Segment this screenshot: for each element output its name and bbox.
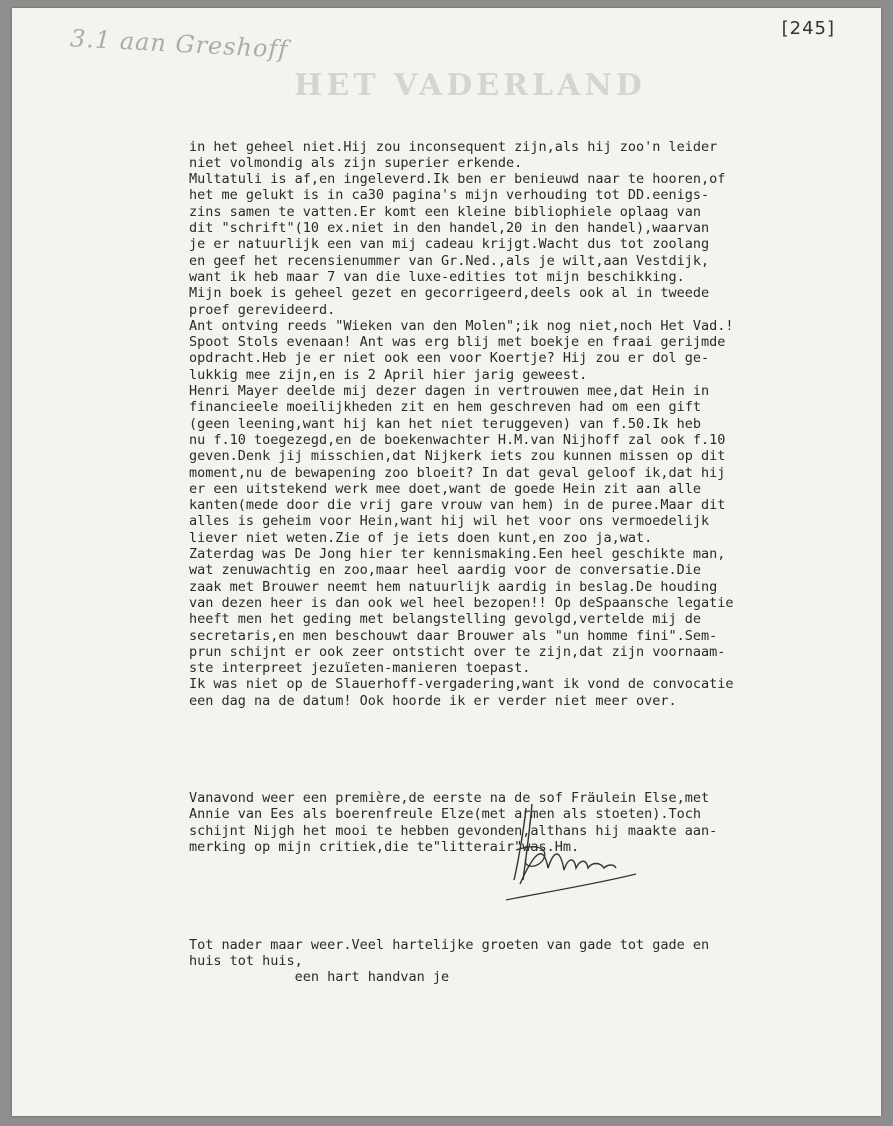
- text-line: dit "schrift"(10 ex.niet in den handel,20 in den handel),waarvan: [189, 220, 710, 237]
- text-line: merking op mijn critiek,die te"litterair"was.Hm.: [189, 839, 580, 856]
- text-line: Mijn boek is geheel gezet en gecorrigeerd,deels ook al in tweede: [189, 285, 710, 302]
- text-line: je er natuurlijk een van mij cadeau krijgt.Wacht dus tot zoolang: [189, 236, 710, 253]
- paragraph-gap: [189, 742, 734, 758]
- text-line: Henri Mayer deelde mij dezer dagen in vertrouwen mee,dat Hein in: [189, 383, 710, 400]
- text-line: want ik heb maar 7 van die luxe-edities tot mijn beschikking.: [189, 268, 685, 285]
- text-line: wat zenuwachtig en zoo,maar heel aardig voor de conversatie.Die: [189, 562, 702, 579]
- text-line: (geen leening,want hij kan het niet teruggeven) van f.50.Ik heb: [189, 415, 702, 432]
- text-line: een dag na de datum! Ook hoorde ik er verder niet meer over.: [189, 692, 677, 709]
- letter-page: [12, 8, 881, 1116]
- text-line: en geef het recensienummer van Gr.Ned.,als je wilt,aan Vestdijk,: [189, 252, 710, 269]
- text-line: Spoot Stols evenaan! Ant was erg blij met boekje en fraai gerijmde: [189, 334, 726, 351]
- letterhead-show-through: HET VADERLAND: [294, 68, 646, 103]
- text-line: lukkig mee zijn,en is 2 April hier jarig geweest.: [189, 366, 588, 383]
- text-line: liever niet weten.Zie of je iets doen kunt,en zoo ja,wat.: [189, 529, 653, 546]
- text-line: van dezen heer is dan ook wel heel bezopen!! Op deSpaansche legatie: [189, 594, 734, 611]
- text-line: in het geheel niet.Hij zou inconsequent zijn,als hij zoo'n leider: [189, 138, 718, 155]
- text-line: een hart handvan je: [189, 969, 450, 986]
- text-line: Ik was niet op de Slauerhoff-vergadering,want ik vond de convocatie: [189, 676, 734, 693]
- paragraph-closing: [189, 937, 734, 986]
- text-line: prun schijnt er ook zeer ontsticht over te zijn,dat zijn voornaam-: [189, 643, 726, 660]
- text-line: kanten(mede door die vrij gare vrouw van hem) in de puree.Maar dit: [189, 497, 726, 514]
- text-line: Tot nader maar weer.Veel hartelijke groeten van gade tot gade en: [189, 936, 710, 953]
- text-line: huis tot huis,: [189, 952, 303, 969]
- text-line: opdracht.Heb je er niet ook een voor Koertje? Hij zou er dol ge-: [189, 350, 710, 367]
- text-line: Annie van Ees als boerenfreule Elze(met armen als stoeten).Toch: [189, 806, 702, 823]
- text-line: niet volmondig als zijn superier erkende.: [189, 154, 523, 171]
- paragraph-premiere: [189, 790, 734, 855]
- paragraph-main: [189, 139, 734, 709]
- text-line: schijnt Nijgh het mooi te hebben gevonden,althans hij maakte aan-: [189, 822, 718, 839]
- archive-page-number: [245]: [781, 18, 835, 39]
- text-line: Ant ontving reeds "Wieken van den Molen";ik nog niet,noch Het Vad.!: [189, 317, 734, 334]
- text-line: ste interpreet jezuïeten-manieren toepast.: [189, 660, 531, 677]
- text-line: Zaterdag was De Jong hier ter kennismaking.Een heel geschikte man,: [189, 546, 726, 563]
- pencil-annotation: 3.1 aan Greshoff: [69, 24, 289, 64]
- text-line: Vanavond weer een première,de eerste na de sof Fräulein Else,met: [189, 790, 710, 807]
- text-line: het me gelukt is in ca30 pagina's mijn verhouding tot DD.eenigs-: [189, 187, 710, 204]
- text-line: Multatuli is af,en ingeleverd.Ik ben er benieuwd naar te hooren,of: [189, 171, 726, 188]
- text-line: zaak met Brouwer neemt hem natuurlijk aardig in beslag.De houding: [189, 578, 718, 595]
- handwritten-signature: [496, 788, 646, 908]
- text-line: proef gerevideerd.: [189, 301, 336, 318]
- text-line: alles is geheim voor Hein,want hij wil het voor ons vermoedelijk: [189, 513, 710, 530]
- text-line: zins samen te vatten.Er komt een kleine bibliophiele oplaag van: [189, 203, 702, 220]
- letter-body: [189, 106, 734, 1018]
- text-line: er een uitstekend werk mee doet,want de goede Hein zit aan alle: [189, 480, 702, 497]
- text-line: secretaris,en men beschouwt daar Brouwer als "un homme fini".Sem-: [189, 627, 718, 644]
- text-line: financieele moeilijkheden zit en hem geschreven had om een gift: [189, 399, 702, 416]
- text-line: heeft men het geding met belangstelling gevolgd,vertelde mij de: [189, 611, 702, 628]
- text-line: geven.Denk jij misschien,dat Nijkerk iets zou kunnen missen op dit: [189, 448, 726, 465]
- text-line: moment,nu de bewapening zoo bloeit? In dat geval geloof ik,dat hij: [189, 464, 726, 481]
- paragraph-gap: [189, 888, 734, 904]
- text-line: nu f.10 toegezegd,en de boekenwachter H.M.van Nijhoff zal ook f.10: [189, 431, 726, 448]
